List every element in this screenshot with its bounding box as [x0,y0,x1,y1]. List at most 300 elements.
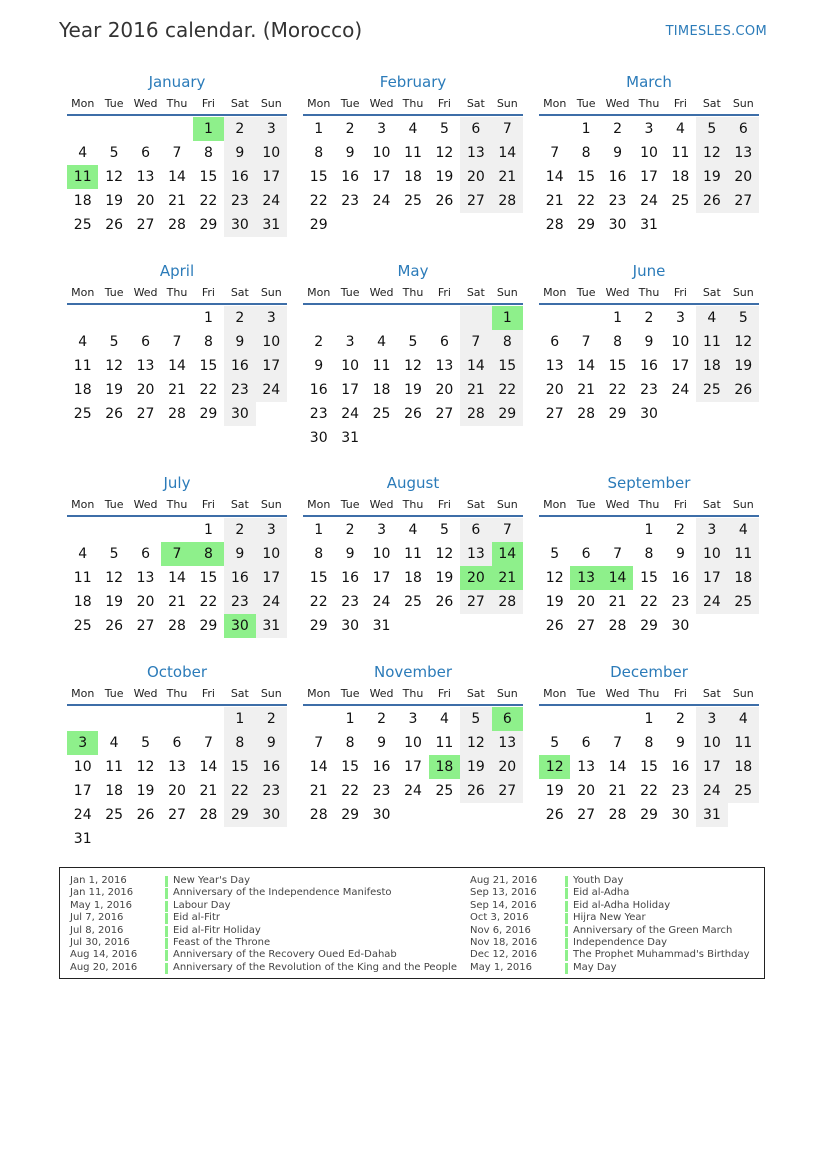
weekday-label: Tue [104,97,124,110]
day-cell: 3 [696,707,727,731]
weekday-label: Sun [496,498,518,511]
day-cell: 31 [696,803,727,827]
legend-date: Jul 7, 2016 [70,912,124,924]
day-cell: 25 [671,193,690,209]
empty-day-cell [98,707,129,731]
weekday-label: Sat [702,498,721,511]
day-cell: 24 [404,783,422,799]
weekday-label: Fri [673,498,687,511]
day-cell: 7 [203,735,213,751]
empty-day-cell [98,518,129,542]
day-cell: 2 [377,711,387,727]
empty-day-cell [67,707,98,731]
day-cell: 7 [172,334,182,350]
day-cell: 22 [492,378,523,402]
day-cell: 28 [309,807,328,823]
weekday-label: Thu [402,687,424,700]
weekday-label: Wed [369,687,394,700]
weekday-label: Fri [673,687,687,700]
day-cell: 12 [435,546,454,562]
weekday-label: Sun [732,286,754,299]
day-cell: 17 [696,755,727,779]
weekday-label: Tue [576,498,596,511]
day-cell: 1 [203,310,213,326]
holiday-day-cell: 21 [492,566,523,590]
holiday-color-marker [565,926,568,937]
day-cell: 13 [728,141,759,165]
day-cell: 18 [73,594,92,610]
day-cell: 2 [224,306,255,330]
day-cell: 3 [408,711,418,727]
empty-day-cell [366,306,397,330]
empty-day-cell [397,803,428,827]
month-name: August [386,474,440,492]
day-cell: 27 [460,189,491,213]
empty-day-cell [256,827,287,851]
day-cell: 29 [492,402,523,426]
weekday-header [303,283,523,305]
weekday-label: Sun [260,687,282,700]
day-cell: 16 [341,169,360,185]
day-grid [67,707,287,851]
month-december [539,662,759,827]
weekday-label: Sat [230,286,249,299]
weekday-label: Fri [673,286,687,299]
day-cell: 14 [168,169,186,185]
month-name: January [148,73,206,91]
day-cell: 5 [550,735,560,751]
weekday-header [539,94,759,116]
day-cell: 22 [640,783,658,799]
day-cell: 27 [728,189,759,213]
weekday-label: Mon [71,97,95,110]
weekday-label: Mon [71,687,95,700]
weekday-label: Tue [104,498,124,511]
day-cell: 9 [224,141,255,165]
month-november [303,662,523,827]
day-cell: 7 [613,546,623,562]
weekday-label: Wed [605,687,630,700]
day-cell: 16 [341,570,360,586]
legend-holiday-name: The Prophet Muhammad's Birthday [573,949,750,961]
day-cell: 7 [492,518,523,542]
legend-date: Aug 21, 2016 [470,875,538,886]
day-cell: 11 [73,358,92,374]
month-name: May [397,262,429,280]
day-cell: 20 [136,193,155,209]
day-cell: 17 [256,354,287,378]
day-cell: 4 [408,522,418,538]
day-cell: 20 [136,382,155,398]
day-cell: 26 [435,193,454,209]
weekday-label: Sun [496,687,518,700]
day-cell: 13 [435,358,454,374]
day-cell: 18 [728,755,759,779]
day-cell: 13 [577,759,596,775]
month-name: October [146,663,208,681]
legend-date: Oct 3, 2016 [470,912,529,924]
day-cell: 6 [172,735,182,751]
legend-holiday-name: Anniversary of the Independence Manifesto [173,887,392,899]
day-cell: 10 [372,145,391,161]
day-cell: 25 [372,406,391,422]
day-cell: 24 [640,193,658,209]
day-cell: 10 [256,330,287,354]
day-cell: 20 [728,165,759,189]
day-cell: 11 [73,570,92,586]
empty-day-cell [492,803,523,827]
weekday-header [67,684,287,706]
weekday-label: Thu [402,498,424,511]
legend-holiday-name: Anniversary of the Recovery Oued Ed-Dahab [173,949,397,961]
weekday-header [539,495,759,517]
day-cell: 30 [640,406,658,422]
day-cell: 29 [309,217,328,233]
empty-day-cell [224,827,255,851]
day-cell: 4 [675,121,685,137]
day-cell: 28 [168,618,186,634]
day-cell: 27 [136,618,155,634]
legend-holiday-name: Independence Day [573,936,668,948]
empty-day-cell [728,213,759,237]
day-cell: 13 [460,542,491,566]
day-grid [539,518,759,638]
legend-holiday-name: May Day [573,961,617,973]
day-cell: 24 [73,807,92,823]
legend-holiday-name: Eid al-Adha [573,887,630,899]
day-cell: 21 [199,783,218,799]
day-cell: 16 [256,755,287,779]
day-cell: 5 [439,522,449,538]
day-cell: 6 [460,117,491,141]
holiday-day-cell: 14 [602,566,633,590]
day-cell: 11 [696,330,727,354]
month-name: February [379,73,447,91]
weekday-label: Thu [638,97,660,110]
day-cell: 8 [224,731,255,755]
empty-day-cell [366,213,397,237]
month-august [303,473,523,638]
day-cell: 16 [671,570,690,586]
empty-day-cell [665,213,696,237]
empty-day-cell [397,213,428,237]
empty-day-cell [728,614,759,638]
weekday-header [67,495,287,517]
day-cell: 19 [404,382,422,398]
day-cell: 30 [224,213,255,237]
legend-date: Aug 14, 2016 [70,949,138,961]
day-cell: 15 [199,169,218,185]
day-cell: 22 [199,594,218,610]
day-cell: 21 [168,193,186,209]
weekday-header [67,283,287,305]
day-cell: 20 [545,382,564,398]
day-cell: 19 [460,755,491,779]
weekday-label: Mon [543,687,567,700]
day-cell: 31 [256,614,287,638]
day-cell: 14 [577,358,596,374]
weekday-label: Mon [71,498,95,511]
month-april [67,261,287,426]
day-cell: 3 [377,121,387,137]
day-cell: 17 [372,169,391,185]
empty-day-cell [397,306,428,330]
day-cell: 11 [728,731,759,755]
day-cell: 27 [460,590,491,614]
day-cell: 22 [224,779,255,803]
day-cell: 26 [404,406,422,422]
empty-day-cell [696,614,727,638]
holiday-color-marker [565,938,568,949]
weekday-label: Wed [369,286,394,299]
day-cell: 26 [435,594,454,610]
empty-day-cell [602,518,633,542]
day-cell: 17 [671,358,690,374]
day-cell: 29 [199,406,218,422]
day-cell: 13 [136,570,155,586]
day-cell: 21 [608,594,627,610]
weekday-label: Sun [732,687,754,700]
day-cell: 7 [492,117,523,141]
day-cell: 22 [309,193,328,209]
day-cell: 14 [492,141,523,165]
day-cell: 22 [577,193,596,209]
day-cell: 1 [314,121,324,137]
day-grid [303,518,523,638]
day-cell: 16 [372,759,391,775]
empty-day-cell [161,827,192,851]
day-cell: 19 [435,570,454,586]
day-cell: 24 [256,189,287,213]
day-cell: 17 [404,759,422,775]
weekday-label: Fri [201,498,215,511]
day-cell: 14 [168,358,186,374]
holiday-day-cell: 3 [67,731,98,755]
day-cell: 28 [608,807,627,823]
day-cell: 26 [696,189,727,213]
day-cell: 16 [608,169,627,185]
holiday-day-cell: 8 [193,542,224,566]
day-cell: 15 [224,755,255,779]
day-cell: 25 [105,807,124,823]
day-cell: 19 [728,354,759,378]
day-cell: 17 [73,783,92,799]
weekday-label: Fri [673,97,687,110]
weekday-label: Wed [133,97,158,110]
empty-day-cell [429,803,460,827]
day-cell: 25 [696,378,727,402]
weekday-label: Sat [702,97,721,110]
holiday-day-cell: 6 [492,707,523,731]
day-cell: 6 [581,735,591,751]
day-cell: 4 [377,334,387,350]
brand-link[interactable]: TIMESLES.COM [665,24,767,39]
holiday-day-cell: 14 [492,542,523,566]
day-cell: 9 [345,546,355,562]
day-cell: 19 [105,193,124,209]
weekday-label: Sun [260,97,282,110]
day-cell: 7 [460,330,491,354]
day-cell: 28 [545,217,564,233]
day-cell: 5 [550,546,560,562]
day-cell: 16 [671,759,690,775]
day-cell: 11 [105,759,124,775]
legend-holiday-name: Hijra New Year [573,912,646,924]
day-cell: 24 [372,594,391,610]
day-cell: 7 [314,735,324,751]
day-cell: 4 [728,707,759,731]
empty-day-cell [728,402,759,426]
day-cell: 20 [492,755,523,779]
day-cell: 23 [256,779,287,803]
empty-day-cell [492,213,523,237]
day-cell: 18 [105,783,124,799]
empty-day-cell [460,803,491,827]
day-cell: 18 [372,382,391,398]
day-cell: 27 [492,779,523,803]
empty-day-cell [570,518,601,542]
month-name: April [159,262,195,280]
day-cell: 25 [73,217,92,233]
empty-day-cell [161,518,192,542]
day-cell: 4 [78,145,88,161]
day-cell: 19 [435,169,454,185]
weekday-label: Fri [437,97,451,110]
holiday-color-marker [165,963,168,974]
weekday-label: Tue [576,687,596,700]
day-cell: 11 [728,542,759,566]
day-cell: 19 [545,783,564,799]
day-cell: 15 [199,358,218,374]
month-name: July [163,474,191,492]
day-cell: 9 [613,145,623,161]
day-cell: 17 [640,169,658,185]
day-cell: 13 [460,141,491,165]
day-cell: 2 [256,707,287,731]
day-cell: 28 [168,217,186,233]
legend-date: Sep 14, 2016 [470,899,537,911]
day-grid [67,117,287,237]
day-cell: 14 [545,169,564,185]
holiday-color-marker [565,913,568,924]
legend-date: Jan 1, 2016 [70,875,127,886]
month-october [67,662,287,851]
day-cell: 24 [256,590,287,614]
day-cell: 12 [545,570,564,586]
day-cell: 3 [377,522,387,538]
weekday-label: Sun [496,97,518,110]
day-cell: 26 [136,807,155,823]
weekday-label: Sun [732,498,754,511]
month-name: November [373,663,453,681]
day-cell: 23 [372,783,391,799]
empty-day-cell [696,213,727,237]
weekday-label: Sat [466,498,485,511]
day-cell: 12 [404,358,422,374]
day-cell: 8 [203,145,213,161]
day-cell: 15 [309,169,328,185]
empty-day-cell [161,306,192,330]
day-cell: 26 [105,618,124,634]
legend-holiday-name: Anniversary of the Green March [573,924,733,936]
legend-date: Jul 8, 2016 [70,924,124,936]
day-cell: 10 [404,735,422,751]
day-cell: 5 [460,707,491,731]
day-cell: 24 [372,193,391,209]
day-cell: 3 [256,518,287,542]
day-cell: 23 [309,406,328,422]
weekday-label: Fri [201,687,215,700]
legend-date: Sep 13, 2016 [470,887,537,899]
day-cell: 20 [136,594,155,610]
empty-day-cell [570,707,601,731]
day-cell: 23 [341,594,360,610]
day-cell: 2 [224,117,255,141]
day-cell: 9 [314,358,324,374]
day-cell: 8 [581,145,591,161]
day-cell: 2 [314,334,324,350]
day-cell: 10 [696,542,727,566]
day-cell: 18 [671,169,690,185]
empty-day-cell [67,117,98,141]
day-cell: 14 [309,759,328,775]
day-cell: 1 [613,310,623,326]
day-cell: 20 [460,165,491,189]
weekday-label: Wed [133,286,158,299]
day-cell: 25 [404,193,422,209]
empty-day-cell [130,707,161,731]
holiday-color-marker [165,913,168,924]
empty-day-cell [429,213,460,237]
day-cell: 29 [199,217,218,233]
weekday-label: Wed [369,97,394,110]
day-cell: 22 [309,594,328,610]
day-cell: 22 [199,382,218,398]
empty-day-cell [570,306,601,330]
day-cell: 8 [613,334,623,350]
day-cell: 6 [460,518,491,542]
day-cell: 1 [644,711,654,727]
day-cell: 5 [109,334,119,350]
day-cell: 15 [577,169,596,185]
day-cell: 20 [168,783,186,799]
day-cell: 3 [675,310,685,326]
holiday-day-cell: 12 [539,755,570,779]
holiday-legend [59,867,765,979]
weekday-label: Thu [402,286,424,299]
day-cell: 15 [341,759,360,775]
empty-day-cell [193,827,224,851]
day-cell: 4 [408,121,418,137]
weekday-label: Thu [166,687,188,700]
empty-day-cell [429,306,460,330]
day-cell: 23 [671,783,690,799]
day-cell: 5 [439,121,449,137]
day-cell: 22 [608,382,627,398]
month-september [539,473,759,638]
month-july [67,473,287,638]
weekday-label: Sat [702,687,721,700]
weekday-label: Thu [166,97,188,110]
day-cell: 11 [372,358,391,374]
weekday-label: Tue [576,97,596,110]
day-cell: 29 [199,618,218,634]
day-cell: 5 [109,546,119,562]
day-cell: 19 [105,382,124,398]
day-cell: 4 [109,735,119,751]
day-cell: 28 [608,618,627,634]
day-cell: 27 [136,217,155,233]
